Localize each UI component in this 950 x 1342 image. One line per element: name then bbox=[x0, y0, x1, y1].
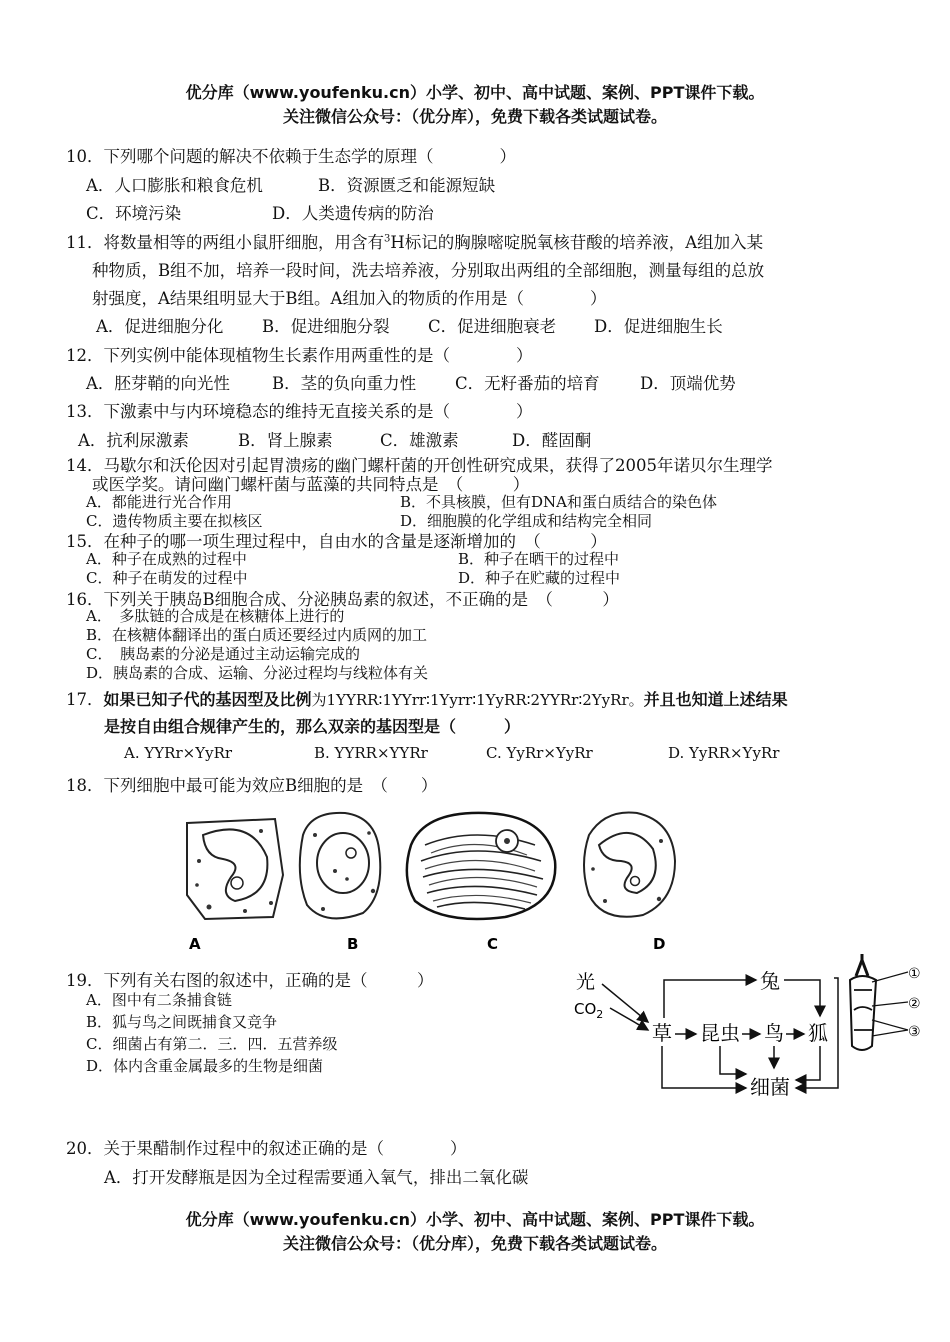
q11-stem-line-3: 射强度，A结果组明显大于B组。A组加入的物质的作用是（ ） bbox=[92, 289, 607, 308]
q16-option-d: D．胰岛素的合成、运输、分泌过程均与线粒体有关 bbox=[86, 664, 429, 682]
q11-option-c: C．促进细胞衰老 bbox=[428, 317, 557, 336]
q10-option-b: B．资源匮乏和能源短缺 bbox=[318, 176, 496, 195]
q18-stem: 18．下列细胞中最可能为效应B细胞的是 （ ） bbox=[66, 776, 438, 795]
q11-stem-line-2: 种物质，B组不加，培养一段时间，洗去培养液，分别取出两组的全部细胞，测量每组的总放 bbox=[92, 261, 765, 280]
cell-label-c: C bbox=[487, 935, 499, 953]
header-line-2: 关注微信公众号：（优分库），免费下载各类试题试卷。 bbox=[282, 107, 667, 126]
q17-ratio: 为1YYRR∶1YYrr∶1Yyrr∶1YyRR∶2YYRr∶2YyRr。 bbox=[311, 691, 644, 709]
cell-b-drawing bbox=[300, 813, 380, 919]
q17-option-a: A. YYRr×YyRr bbox=[124, 744, 233, 762]
light-label: 光 bbox=[576, 971, 596, 993]
grass-node: 草 bbox=[652, 1021, 672, 1045]
q13-option-d: D．醛固酮 bbox=[512, 431, 592, 450]
q17-stem-line-1 bbox=[66, 686, 788, 710]
q19-option-d: D．体内含重金属最多的生物是细菌 bbox=[86, 1057, 324, 1075]
q15-option-a: A．种子在成熟的过程中 bbox=[86, 550, 247, 568]
cell-label-d: D bbox=[653, 935, 666, 953]
q16-stem: 16．下列关于胰岛B细胞合成、分泌胰岛素的叙述，不正确的是 （ ） bbox=[66, 590, 619, 609]
insect-node: 昆虫 bbox=[700, 1021, 740, 1045]
food-web-diagram bbox=[570, 958, 850, 1100]
cell-d-drawing bbox=[584, 812, 675, 916]
q13-stem: 13．下激素中与内环境稳态的维持无直接关系的是（ ） bbox=[66, 402, 533, 421]
q15-option-b: B．种子在晒干的过程中 bbox=[458, 550, 620, 568]
structure-mark-3: ③ bbox=[908, 1024, 921, 1040]
co2-label: $CO_2$ bbox=[574, 1000, 604, 1021]
side-structure-figure bbox=[842, 950, 942, 1060]
header-line-1: 优分库（www.youfenku.cn）小学、初中、高中试题、案例、PPT课件下载。 bbox=[185, 83, 765, 102]
q17-option-b: B. YYRR×YYRr bbox=[314, 744, 428, 762]
cell-label-a: A bbox=[189, 935, 201, 953]
q13-option-a: A．抗利尿激素 bbox=[78, 431, 189, 450]
structure-mark-2: ② bbox=[908, 996, 921, 1012]
q17-stem-part-1: 如果已知子代的基因型及比例 bbox=[103, 690, 312, 709]
q11-option-b: B．促进细胞分裂 bbox=[262, 317, 390, 336]
bird-node: 鸟 bbox=[764, 1021, 784, 1045]
rabbit-node: 兔 bbox=[760, 969, 780, 993]
q20-option-a: A．打开发酵瓶是因为全过程需要通入氧气，排出二氧化碳 bbox=[104, 1168, 529, 1187]
q17-option-d: D. YyRR×YyRr bbox=[668, 744, 780, 762]
q11-superscript: 3 bbox=[384, 233, 391, 245]
footer-line-2: 关注微信公众号：（优分库），免费下载各类试题试卷。 bbox=[282, 1234, 667, 1253]
q14-stem-line-2: 或医学奖。请问幽门螺杆菌与蓝藻的共同特点是 （ ） bbox=[92, 475, 530, 494]
q19-option-c: C．细菌占有第二．三．四．五营养级 bbox=[86, 1035, 338, 1053]
q12-stem: 12．下列实例中能体现植物生长素作用两重性的是（ ） bbox=[66, 346, 533, 365]
q14-stem-line-1: 14．马歇尔和沃伦因对引起胃溃疡的幽门螺杆菌的开创性研究成果，获得了2005年诺贝尔生理学 bbox=[66, 456, 773, 475]
cell-c-drawing bbox=[407, 813, 555, 919]
q19-option-b: B．狐与鸟之间既捕食又竞争 bbox=[86, 1013, 278, 1031]
q17-stem-line-2: 是按自由组合规律产生的，那么双亲的基因型是（ ） bbox=[104, 717, 521, 736]
q11-stem-part-2: H标记的胸腺嘧啶脱氧核苷酸的培养液，A组加入某 bbox=[390, 233, 764, 252]
q17-stem-part-3: 并且也知道上述结果 bbox=[643, 690, 788, 709]
q11-stem-part-1: 11．将数量相等的两组小鼠肝细胞，用含有 bbox=[66, 233, 384, 252]
q11-option-a: A．促进细胞分化 bbox=[96, 317, 224, 336]
cell-a-drawing bbox=[187, 819, 283, 919]
q16-option-a: A． 多肽链的合成是在核糖体上进行的 bbox=[86, 607, 345, 625]
q15-option-d: D．种子在贮藏的过程中 bbox=[458, 569, 621, 587]
q10-option-d: D．人类遗传病的防治 bbox=[272, 204, 434, 223]
q20-stem: 20．关于果醋制作过程中的叙述正确的是（ ） bbox=[66, 1139, 467, 1158]
q12-option-d: D．顶端优势 bbox=[640, 374, 736, 393]
q17-number: 17． bbox=[66, 690, 104, 709]
bacteria-node: 细菌 bbox=[750, 1075, 790, 1099]
q15-stem: 15．在种子的哪一项生理过程中，自由水的含量是逐渐增加的 （ ） bbox=[66, 532, 607, 551]
cell-label-b: B bbox=[347, 935, 359, 953]
q11-option-d: D．促进细胞生长 bbox=[594, 317, 723, 336]
q12-option-c: C．无籽番茄的培育 bbox=[455, 374, 600, 393]
q11-stem-line-1 bbox=[66, 229, 763, 253]
q13-option-c: C．雄激素 bbox=[380, 431, 459, 450]
q18-cells-figure bbox=[175, 805, 695, 955]
q12-option-b: B．茎的负向重力性 bbox=[272, 374, 417, 393]
q14-option-c: C．遗传物质主要在拟核区 bbox=[86, 512, 263, 530]
q17-option-c: C. YyRr×YyRr bbox=[486, 744, 593, 762]
structure-mark-1: ① bbox=[908, 966, 921, 982]
q10-stem: 10．下列哪个问题的解决不依赖于生态学的原理（ ） bbox=[66, 147, 516, 166]
q13-option-b: B．肾上腺素 bbox=[238, 431, 333, 450]
q10-option-a: A．人口膨胀和粮食危机 bbox=[86, 176, 263, 195]
q16-option-c: C． 胰岛素的分泌是通过主动运输完成的 bbox=[86, 645, 360, 663]
fox-node: 狐 bbox=[808, 1021, 828, 1045]
q14-option-b: B．不具核膜，但有DNA和蛋白质结合的染色体 bbox=[400, 493, 718, 511]
q16-option-b: B．在核糖体翻译出的蛋白质还要经过内质网的加工 bbox=[86, 626, 428, 644]
q14-option-d: D．细胞膜的化学组成和结构完全相同 bbox=[400, 512, 653, 530]
footer-line-1: 优分库（www.youfenku.cn）小学、初中、高中试题、案例、PPT课件下载。 bbox=[185, 1210, 765, 1229]
q10-option-c: C．环境污染 bbox=[86, 204, 182, 223]
q14-option-a: A．都能进行光合作用 bbox=[86, 493, 232, 511]
q19-stem: 19．下列有关右图的叙述中，正确的是（ ） bbox=[66, 971, 434, 990]
q12-option-a: A．胚芽鞘的向光性 bbox=[86, 374, 230, 393]
q19-option-a: A．图中有二条捕食链 bbox=[86, 991, 232, 1009]
q15-option-c: C．种子在萌发的过程中 bbox=[86, 569, 248, 587]
